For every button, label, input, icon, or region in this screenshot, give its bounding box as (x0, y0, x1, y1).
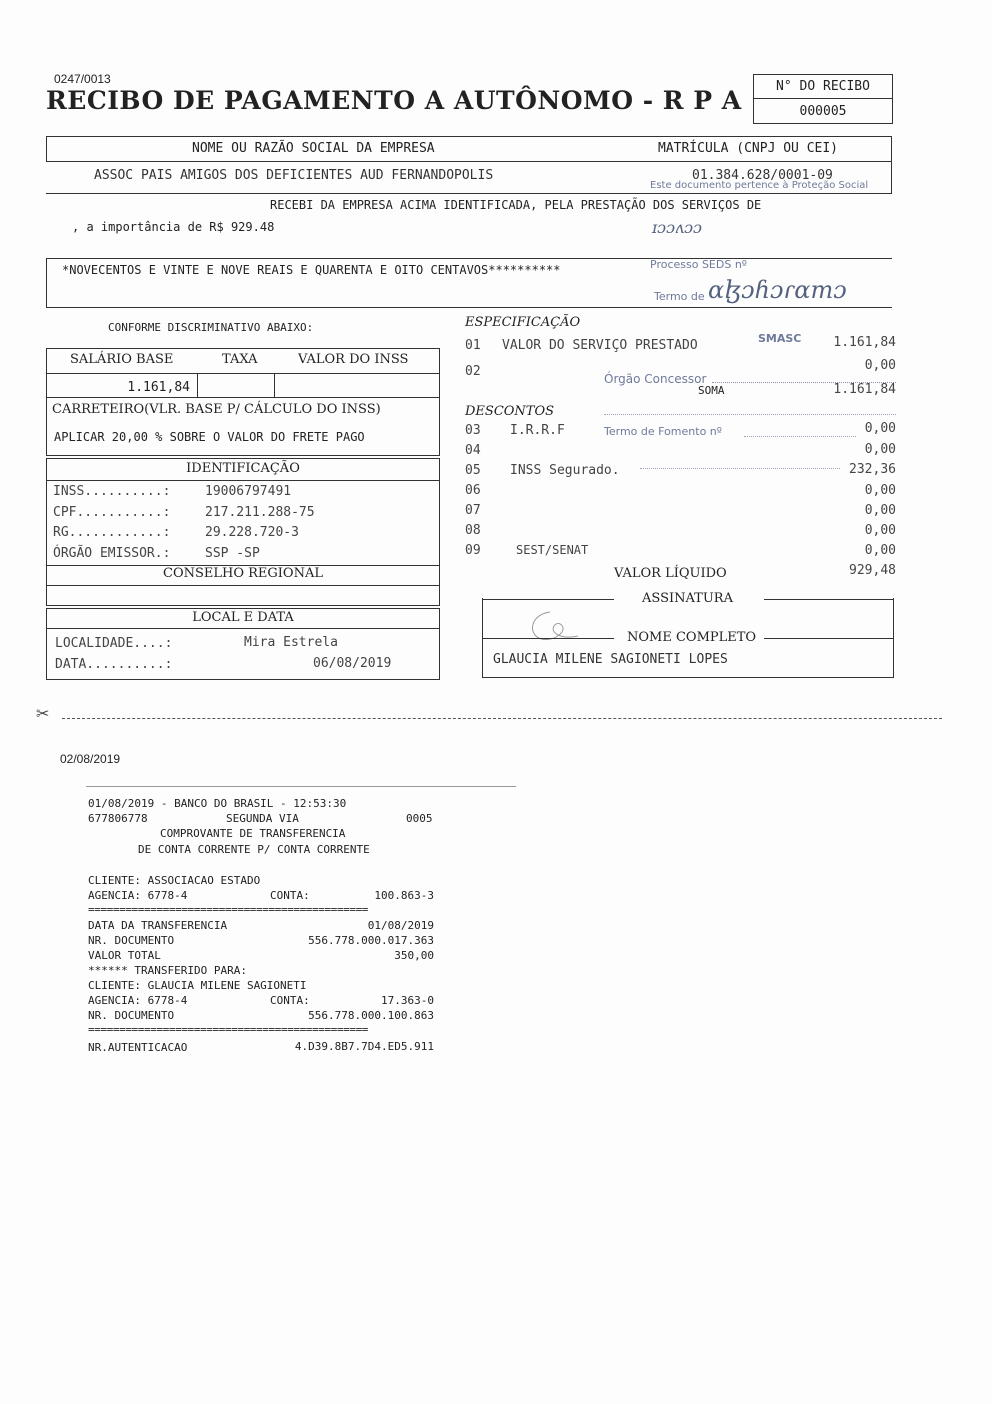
liquido-value: 929,48 (849, 563, 896, 578)
soma-label: SOMA (698, 384, 725, 397)
inss-label: INSS..........: (53, 484, 171, 499)
receipt-nrdoc1: 556.778.000.017.363 (308, 934, 434, 947)
desc-05-code: 05 (465, 463, 481, 478)
desc-06-value: 0,00 (864, 483, 896, 498)
soma-value: 1.161,84 (833, 382, 896, 397)
receipt-transferido: ****** TRANSFERIDO PARA: (88, 964, 247, 977)
receipt-sep2: ============================================= (88, 1023, 369, 1036)
desc-04-value: 0,00 (864, 442, 896, 457)
receipt-agencia1: AGENCIA: 6778-4 (88, 889, 188, 902)
receipt-conta2: 17.363-0 (381, 994, 434, 1007)
orgao-value: SSP -SP (205, 546, 260, 561)
desc-09-value: 0,00 (864, 543, 896, 558)
desc-06-code: 06 (465, 483, 481, 498)
doc-code: 0247/0013 (54, 72, 111, 86)
liquido-label: VALOR LÍQUIDO (614, 566, 727, 581)
receipt-nrdoc1-label: NR. DOCUMENTO (88, 934, 175, 947)
desc-09-code: 09 (465, 543, 481, 558)
receipt-data-label: DATA DA TRANSFERENCIA (88, 919, 228, 932)
descontos-title: DESCONTOS (465, 404, 555, 419)
data-label: DATA..........: (55, 657, 173, 672)
stamp-processo: Processo SEDS nº (650, 258, 747, 271)
stamp-orgao: Órgão Concessor (604, 372, 707, 386)
stamp-documento: Este documento pertence à Proteção Social (650, 180, 869, 191)
desc-07-code: 07 (465, 503, 481, 518)
cpf-label: CPF...........: (53, 505, 171, 520)
nome-completo-value: GLAUCIA MILENE SAGIONETI LOPES (493, 652, 728, 667)
rg-label: RG............: (53, 525, 171, 540)
desc-08-value: 0,00 (864, 523, 896, 538)
valor-inss-header: VALOR DO INSS (298, 352, 409, 367)
recebi-text: RECEBI DA EMPRESA ACIMA IDENTIFICADA, PELA PRESTAÇÃO DOS SERVIÇOS DE (270, 198, 762, 212)
valor-extenso: *NOVECENTOS E VINTE E NOVE REAIS E QUARENTA E OITO CENTAVOS********** (62, 263, 561, 277)
receipt-agencia2: AGENCIA: 6778-4 (88, 994, 188, 1007)
receipt-title2: DE CONTA CORRENTE P/ CONTA CORRENTE (138, 843, 370, 856)
print-date: 02/08/2019 (60, 752, 121, 766)
receipt-nrdoc2-label: NR. DOCUMENTO (88, 1009, 175, 1022)
desc-08-code: 08 (465, 523, 481, 538)
fomento-line (744, 436, 856, 437)
identificacao-title: IDENTIFICAÇÃO (186, 461, 300, 476)
desc-05-label: INSS Segurado. (510, 463, 620, 478)
importancia-text: , a importância de R$ 929.48 (72, 220, 275, 234)
receipt-conta1: 100.863-3 (374, 889, 434, 902)
carreteiro-title: CARRETEIRO(VLR. BASE P/ CÁLCULO DO INSS) (52, 402, 381, 417)
desc-07-value: 0,00 (864, 503, 896, 518)
nome-completo-label: NOME COMPLETO (627, 630, 757, 645)
orgao-label: ÓRGÃO EMISSOR.: (53, 546, 171, 561)
receipt-line1: 01/08/2019 - BANCO DO BRASIL - 12:53:30 (88, 797, 347, 810)
desc-05-value: 232,36 (849, 462, 896, 477)
stamp-fomento: Termo de Fomento nº (604, 425, 722, 438)
receipt-valor-label: VALOR TOTAL (88, 949, 161, 962)
desc-09-label: SEST/SENAT (516, 543, 589, 557)
empresa-cnpj: 01.384.628/0001-09 (692, 168, 833, 183)
matricula-label: MATRÍCULA (CNPJ OU CEI) (658, 141, 839, 156)
stamp-smasc: SMASC (758, 332, 802, 345)
inss-value: 19006797491 (205, 484, 292, 499)
empresa-nome-label: NOME OU RAZÃO SOCIAL DA EMPRESA (192, 141, 435, 156)
recibo-number: 000005 (799, 104, 847, 119)
handwriting-signature-1: ɑɮɔɦɔɾɑmɔ (708, 276, 847, 304)
taxa-header: TAXA (222, 352, 258, 367)
receipt-conta1-label: CONTA: (270, 889, 310, 902)
scissors-icon: ✂ (36, 704, 50, 723)
desc-03-label: I.R.R.F (510, 423, 565, 438)
desc-04-code: 04 (465, 443, 481, 458)
rg-value: 29.228.720-3 (205, 525, 299, 540)
cut-line (62, 718, 942, 719)
stamp-termo: Termo de (654, 290, 705, 303)
item02-value: 0,00 (864, 358, 896, 373)
desc-03-value: 0,00 (864, 421, 896, 436)
descontos-line (604, 414, 896, 415)
receipt-id: 677806778 (88, 812, 148, 825)
localidade-label: LOCALIDADE....: (55, 636, 173, 651)
item01-code: 01 (465, 338, 481, 353)
assinatura-label: ASSINATURA (642, 591, 733, 606)
receipt-segunda-via: SEGUNDA VIA (226, 812, 299, 825)
recibo-number-box (753, 74, 893, 124)
signature-scribble (520, 606, 590, 646)
receipt-cliente2: CLIENTE: GLAUCIA MILENE SAGIONETI (88, 979, 307, 992)
carreteiro-text: APLICAR 20,00 % SOBRE O VALOR DO FRETE PAGO (54, 430, 365, 444)
receipt-autent-label: NR.AUTENTICACAO (88, 1041, 188, 1054)
receipt-valor: 350,00 (394, 949, 434, 962)
conselho-title: CONSELHO REGIONAL (163, 566, 323, 581)
cpf-value: 217.211.288-75 (205, 505, 315, 520)
receipt-conta2-label: CONTA: (270, 994, 310, 1007)
conforme-text: CONFORME DISCRIMINATIVO ABAIXO: (108, 321, 314, 334)
item01-label: VALOR DO SERVIÇO PRESTADO (502, 338, 698, 353)
receipt-nrdoc2: 556.778.000.100.863 (308, 1009, 434, 1022)
page-title: RECIBO DE PAGAMENTO A AUTÔNOMO - R P A (46, 86, 742, 115)
local-title: LOCAL E DATA (192, 610, 294, 625)
desc-03-code: 03 (465, 423, 481, 438)
empresa-nome: ASSOC PAIS AMIGOS DOS DEFICIENTES AUD FERNANDOPOLIS (94, 168, 494, 183)
handwriting-mark: ɪɔɔʌɔɔ (652, 218, 702, 237)
receipt-sep1: ============================================= (88, 903, 369, 916)
recibo-label: N° DO RECIBO (776, 79, 870, 94)
data-value: 06/08/2019 (313, 656, 392, 671)
item02-code: 02 (465, 364, 481, 379)
salario-header: SALÁRIO BASE (70, 352, 174, 367)
salario-value: 1.161,84 (127, 380, 190, 395)
localidade-value: Mira Estrela (244, 635, 338, 650)
receipt-data: 01/08/2019 (367, 919, 434, 932)
receipt-seq: 0005 (406, 812, 433, 825)
especificacao-title: ESPECIFICAÇÃO (465, 315, 581, 330)
receipt-autent: 4.D39.8B7.7D4.ED5.911 (294, 1040, 434, 1053)
receipt-cliente1: CLIENTE: ASSOCIACAO ESTADO (88, 874, 261, 887)
item01-value: 1.161,84 (833, 335, 896, 350)
receipt-title1: COMPROVANTE DE TRANSFERENCIA (160, 827, 346, 840)
